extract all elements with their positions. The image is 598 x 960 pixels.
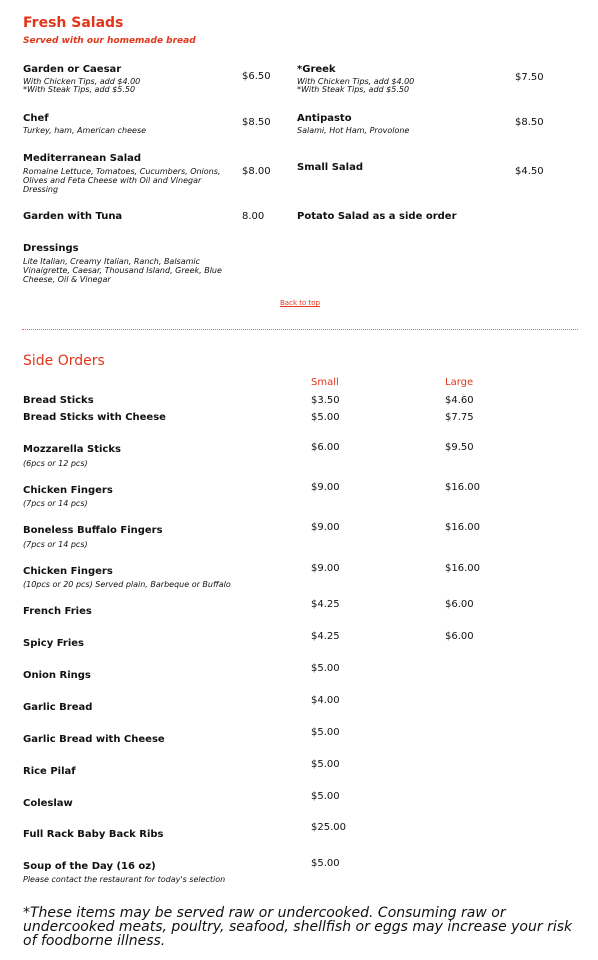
side-item-name: Onion Rings <box>23 670 91 681</box>
side-item-small-price: $4.00 <box>311 695 340 706</box>
side-item-small-price: $4.25 <box>311 599 340 610</box>
salad-item-desc: With Chicken Tips, add $4.00 <box>297 77 415 86</box>
side-item-large-price: $7.75 <box>445 412 474 423</box>
side-item-name: Garlic Bread <box>23 702 93 713</box>
side-item-small-price: $5.00 <box>311 727 340 738</box>
side-item-small-price: $5.00 <box>311 791 340 802</box>
salad-item-name: Chef <box>23 113 49 124</box>
dressings-desc: Vinaigrette, Caesar, Thousand Island, Greek, Blue <box>23 266 222 275</box>
side-item-small-price: $9.00 <box>311 563 340 574</box>
side-item-large-price: $16.00 <box>445 482 480 493</box>
salad-item-desc: Dressing <box>23 185 59 194</box>
side-item-small-price: $5.00 <box>311 759 340 770</box>
side-item-small-price: $25.00 <box>311 822 346 833</box>
salad-item-name: Garden or Caesar <box>23 64 122 75</box>
dressings-desc: Lite Italian, Creamy Italian, Ranch, Balsamic <box>23 257 201 266</box>
side-item-small-price: $5.00 <box>311 858 340 869</box>
side-item-desc: (7pcs or 14 pcs) <box>23 499 88 508</box>
dressings-title: Dressings <box>23 243 79 254</box>
disclaimer-line: of foodborne illness. <box>23 933 166 949</box>
salad-item-price: $7.50 <box>515 72 544 83</box>
dressings-desc: Cheese, Oil & Vinegar <box>23 275 111 284</box>
salad-item-price: $6.50 <box>242 71 271 82</box>
side-item-name: Rice Pilaf <box>23 766 76 777</box>
side-item-small-price: $9.00 <box>311 522 340 533</box>
salad-item-desc: With Chicken Tips, add $4.00 <box>23 77 141 86</box>
salad-item-price: $4.50 <box>515 166 544 177</box>
side-item-name: Chicken Fingers <box>23 566 113 577</box>
side-item-small-price: $4.25 <box>311 631 340 642</box>
salad-item-name: Garden with Tuna <box>23 211 123 222</box>
salad-item-desc: Salami, Hot Ham, Provolone <box>297 126 410 135</box>
col-small-header: Small <box>311 377 339 388</box>
salad-item-name: Mediterranean Salad <box>23 153 142 164</box>
side-item-desc: (10pcs or 20 pcs) Served plain, Barbeque or Buffalo <box>23 580 231 589</box>
side-item-name: Bread Sticks with Cheese <box>23 412 166 423</box>
salad-item-desc: Olives and Feta Cheese with Oil and Vinegar <box>23 176 202 185</box>
salad-item-name: Small Salad <box>297 162 363 173</box>
salad-item-price: $8.50 <box>242 117 271 128</box>
disclaimer-line: undercooked meats, poultry, seafood, shellfish or eggs may increase your risk <box>23 919 573 935</box>
side-item-small-price: $9.00 <box>311 482 340 493</box>
side-item-name: Mozzarella Sticks <box>23 444 121 455</box>
salad-item-price: $8.50 <box>515 117 544 128</box>
side-item-desc: Please contact the restaurant for today's selection <box>23 875 226 884</box>
salad-item-name: Antipasto <box>297 113 352 124</box>
side-item-small-price: $5.00 <box>311 663 340 674</box>
side-item-name: Garlic Bread with Cheese <box>23 734 165 745</box>
side-item-name: Boneless Buffalo Fingers <box>23 525 163 536</box>
side-item-large-price: $16.00 <box>445 522 480 533</box>
section-divider <box>22 329 578 330</box>
salad-item-desc: *With Steak Tips, add $5.50 <box>23 85 136 94</box>
salad-item-desc: Turkey, ham, American cheese <box>23 126 147 135</box>
side-item-desc: (7pcs or 14 pcs) <box>23 540 88 549</box>
side-item-large-price: $6.00 <box>445 599 474 610</box>
salad-item-desc: Romaine Lettuce, Tomatoes, Cucumbers, Onions, <box>23 167 221 176</box>
side-item-name: Full Rack Baby Back Ribs <box>23 829 164 840</box>
side-item-large-price: $4.60 <box>445 395 474 406</box>
side-item-small-price: $5.00 <box>311 412 340 423</box>
side-item-name: Chicken Fingers <box>23 485 113 496</box>
salad-item-price: $8.00 <box>242 166 271 177</box>
side-item-name: Spicy Fries <box>23 638 85 649</box>
back-to-top-link[interactable]: Back to top <box>280 299 320 307</box>
side-item-large-price: $9.50 <box>445 442 474 453</box>
salads-subtitle: Served with our homemade bread <box>23 36 196 46</box>
side-item-small-price: $6.00 <box>311 442 340 453</box>
side-item-name: French Fries <box>23 606 92 617</box>
disclaimer-line: *These items may be served raw or undercooked. Consuming raw or <box>23 905 506 921</box>
salad-item-price: 8.00 <box>242 211 265 222</box>
side-item-name: Coleslaw <box>23 798 73 809</box>
side-item-large-price: $6.00 <box>445 631 474 642</box>
salads-title: Fresh Salads <box>23 15 124 31</box>
side-item-name: Soup of the Day (16 oz) <box>23 861 156 872</box>
side-item-desc: (6pcs or 12 pcs) <box>23 459 88 468</box>
sides-title: Side Orders <box>23 353 105 369</box>
col-large-header: Large <box>445 377 474 388</box>
side-item-name: Bread Sticks <box>23 395 94 406</box>
salad-item-name: Potato Salad as a side order <box>297 211 457 222</box>
salad-item-desc: *With Steak Tips, add $5.50 <box>297 85 410 94</box>
salad-item-name: *Greek <box>297 64 336 75</box>
side-item-small-price: $3.50 <box>311 395 340 406</box>
side-item-large-price: $16.00 <box>445 563 480 574</box>
